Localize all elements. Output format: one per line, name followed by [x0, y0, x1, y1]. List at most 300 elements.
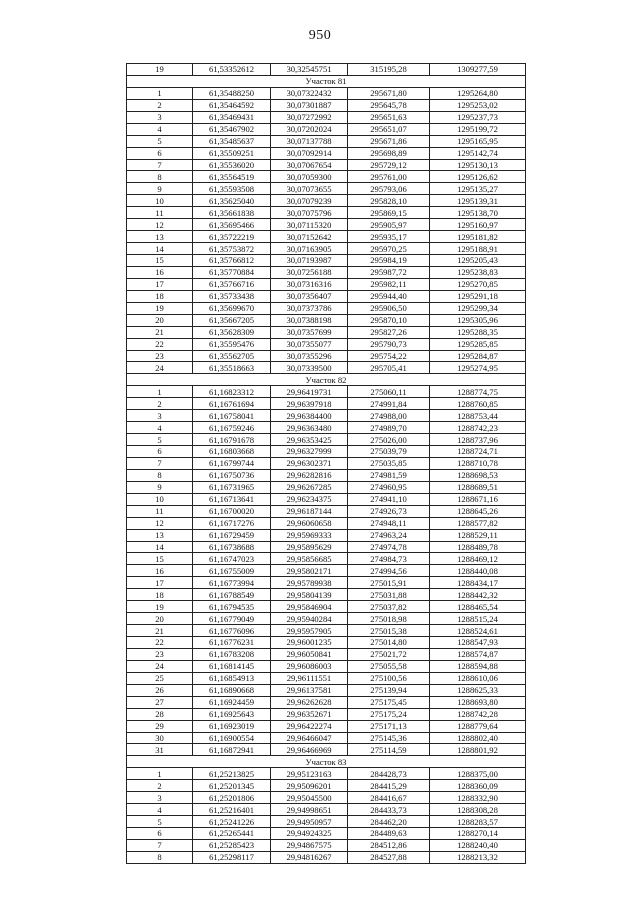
y-coordinate-cell: 1295199,72 [430, 123, 526, 135]
x-coordinate-cell: 275015,91 [348, 577, 430, 589]
x-coordinate-cell: 274974,78 [348, 541, 430, 553]
longitude-cell: 29,95802171 [271, 565, 348, 577]
y-coordinate-cell: 1295238,83 [430, 266, 526, 278]
x-coordinate-cell: 295793,06 [348, 183, 430, 195]
point-number-cell: 9 [127, 183, 193, 195]
x-coordinate-cell: 295984,19 [348, 255, 430, 267]
latitude-cell: 61,35467902 [193, 123, 271, 135]
latitude-cell: 61,35536020 [193, 159, 271, 171]
latitude-cell: 61,16717276 [193, 517, 271, 529]
point-number-cell: 20 [127, 613, 193, 625]
point-number-cell: 14 [127, 243, 193, 255]
y-coordinate-cell: 1288434,17 [430, 577, 526, 589]
point-number-cell: 11 [127, 505, 193, 517]
y-coordinate-cell: 1288515,24 [430, 613, 526, 625]
longitude-cell: 30,07388198 [271, 314, 348, 326]
longitude-cell: 29,95856685 [271, 553, 348, 565]
x-coordinate-cell: 295869,15 [348, 207, 430, 219]
table-row [127, 648, 526, 660]
x-coordinate-cell: 295790,73 [348, 338, 430, 350]
table-row [127, 469, 526, 481]
y-coordinate-cell: 1295274,95 [430, 362, 526, 374]
point-number-cell: 23 [127, 648, 193, 660]
point-number-cell: 2 [127, 99, 193, 111]
table-row [127, 87, 526, 99]
x-coordinate-cell: 295729,12 [348, 159, 430, 171]
table-row [127, 326, 526, 338]
y-coordinate-cell: 1295253,02 [430, 99, 526, 111]
point-number-cell: 26 [127, 684, 193, 696]
table-row [127, 804, 526, 816]
y-coordinate-cell: 1288213,32 [430, 851, 526, 863]
longitude-cell: 30,07339500 [271, 362, 348, 374]
longitude-cell: 30,07202024 [271, 123, 348, 135]
table-row [127, 457, 526, 469]
point-number-cell: 4 [127, 804, 193, 816]
table-row [127, 601, 526, 613]
latitude-cell: 61,16758041 [193, 410, 271, 422]
x-coordinate-cell: 275015,38 [348, 625, 430, 637]
latitude-cell: 61,16788549 [193, 589, 271, 601]
table-row [127, 684, 526, 696]
point-number-cell: 13 [127, 529, 193, 541]
y-coordinate-cell: 1288594,88 [430, 660, 526, 672]
longitude-cell: 29,95895629 [271, 541, 348, 553]
point-number-cell: 8 [127, 469, 193, 481]
y-coordinate-cell: 1295188,91 [430, 243, 526, 255]
point-number-cell: 15 [127, 553, 193, 565]
table-row [127, 386, 526, 398]
table-row [127, 780, 526, 792]
table-row [127, 266, 526, 278]
point-number-cell: 24 [127, 660, 193, 672]
x-coordinate-cell: 284527,88 [348, 851, 430, 863]
x-coordinate-cell: 274948,11 [348, 517, 430, 529]
longitude-cell: 30,07115320 [271, 219, 348, 231]
longitude-cell: 29,96267285 [271, 481, 348, 493]
latitude-cell: 61,16755009 [193, 565, 271, 577]
y-coordinate-cell: 1295142,74 [430, 147, 526, 159]
section-title: Участок 83 [127, 756, 526, 768]
latitude-cell: 61,35753872 [193, 243, 271, 255]
latitude-cell: 61,16713641 [193, 493, 271, 505]
table-row [127, 792, 526, 804]
latitude-cell: 61,25265441 [193, 828, 271, 840]
x-coordinate-cell: 274960,95 [348, 481, 430, 493]
y-coordinate-cell: 1288332,90 [430, 792, 526, 804]
y-coordinate-cell: 1295139,31 [430, 195, 526, 207]
longitude-cell: 29,96422274 [271, 720, 348, 732]
point-number-cell: 17 [127, 278, 193, 290]
latitude-cell: 61,16700020 [193, 505, 271, 517]
latitude-cell: 61,16779049 [193, 613, 271, 625]
x-coordinate-cell: 275014,80 [348, 637, 430, 649]
y-coordinate-cell: 1288442,32 [430, 589, 526, 601]
x-coordinate-cell: 284415,29 [348, 780, 430, 792]
y-coordinate-cell: 1295205,43 [430, 255, 526, 267]
longitude-cell: 30,07059300 [271, 171, 348, 183]
point-number-cell: 28 [127, 708, 193, 720]
longitude-cell: 30,07356407 [271, 290, 348, 302]
latitude-cell: 61,25201806 [193, 792, 271, 804]
y-coordinate-cell: 1288375,00 [430, 768, 526, 780]
x-coordinate-cell: 295698,89 [348, 147, 430, 159]
longitude-cell: 29,95123163 [271, 768, 348, 780]
latitude-cell: 61,16783208 [193, 648, 271, 660]
latitude-cell: 61,25285423 [193, 839, 271, 851]
table-row [127, 219, 526, 231]
x-coordinate-cell: 284462,20 [348, 816, 430, 828]
y-coordinate-cell: 1295305,96 [430, 314, 526, 326]
latitude-cell: 61,35733438 [193, 290, 271, 302]
latitude-cell: 61,35593508 [193, 183, 271, 195]
point-number-cell: 27 [127, 696, 193, 708]
x-coordinate-cell: 275171,13 [348, 720, 430, 732]
table-row [127, 553, 526, 565]
latitude-cell: 61,35509251 [193, 147, 271, 159]
x-coordinate-cell: 295761,00 [348, 171, 430, 183]
table-row [127, 302, 526, 314]
x-coordinate-cell: 275037,82 [348, 601, 430, 613]
table-row [127, 255, 526, 267]
latitude-cell: 61,16791678 [193, 434, 271, 446]
y-coordinate-cell: 1288724,71 [430, 446, 526, 458]
point-number-cell: 2 [127, 398, 193, 410]
latitude-cell: 61,25201345 [193, 780, 271, 792]
latitude-cell: 61,16776096 [193, 625, 271, 637]
table-row [127, 839, 526, 851]
x-coordinate-cell: 284489,63 [348, 828, 430, 840]
latitude-cell: 61,35667205 [193, 314, 271, 326]
table-row [127, 135, 526, 147]
point-number-cell: 16 [127, 565, 193, 577]
point-number-cell: 23 [127, 350, 193, 362]
longitude-cell: 30,07355077 [271, 338, 348, 350]
longitude-cell: 29,95846904 [271, 601, 348, 613]
section-header-row [127, 756, 526, 768]
x-coordinate-cell: 284512,86 [348, 839, 430, 851]
longitude-cell: 30,07193987 [271, 255, 348, 267]
latitude-cell: 61,16731965 [193, 481, 271, 493]
x-coordinate-cell: 295645,78 [348, 99, 430, 111]
table-row [127, 613, 526, 625]
latitude-cell: 61,16794535 [193, 601, 271, 613]
latitude-cell: 61,25298117 [193, 851, 271, 863]
point-number-cell: 1 [127, 386, 193, 398]
y-coordinate-cell: 1295165,95 [430, 135, 526, 147]
y-coordinate-cell: 1295126,62 [430, 171, 526, 183]
y-coordinate-cell: 1288360,09 [430, 780, 526, 792]
latitude-cell: 61,16747023 [193, 553, 271, 565]
longitude-cell: 29,96262628 [271, 696, 348, 708]
latitude-cell: 61,16900554 [193, 732, 271, 744]
y-coordinate-cell: 1295135,27 [430, 183, 526, 195]
longitude-cell: 29,96353425 [271, 434, 348, 446]
y-coordinate-cell: 1288698,53 [430, 469, 526, 481]
longitude-cell: 30,07073655 [271, 183, 348, 195]
y-coordinate-cell: 1288440,08 [430, 565, 526, 577]
latitude-cell: 61,35488250 [193, 87, 271, 99]
y-coordinate-cell: 1295291,18 [430, 290, 526, 302]
point-number-cell: 6 [127, 828, 193, 840]
longitude-cell: 29,96050841 [271, 648, 348, 660]
table-row [127, 577, 526, 589]
table-row [127, 434, 526, 446]
coordinates-table [126, 63, 526, 864]
latitude-cell: 61,16890668 [193, 684, 271, 696]
table-row [127, 422, 526, 434]
point-number-cell: 9 [127, 481, 193, 493]
section-title: Участок 82 [127, 374, 526, 386]
longitude-cell: 29,95969333 [271, 529, 348, 541]
latitude-cell: 61,16750736 [193, 469, 271, 481]
x-coordinate-cell: 295935,17 [348, 231, 430, 243]
x-coordinate-cell: 295905,97 [348, 219, 430, 231]
longitude-cell: 29,96466969 [271, 744, 348, 756]
longitude-cell: 30,07272992 [271, 111, 348, 123]
x-coordinate-cell: 295970,25 [348, 243, 430, 255]
latitude-cell: 61,16729459 [193, 529, 271, 541]
table-row [127, 147, 526, 159]
x-coordinate-cell: 275139,94 [348, 684, 430, 696]
longitude-cell: 30,07137788 [271, 135, 348, 147]
point-number-cell: 7 [127, 839, 193, 851]
latitude-cell: 61,16759246 [193, 422, 271, 434]
latitude-cell: 61,35469431 [193, 111, 271, 123]
y-coordinate-cell: 1288693,80 [430, 696, 526, 708]
point-number-cell: 22 [127, 338, 193, 350]
x-coordinate-cell: 274963,24 [348, 529, 430, 541]
point-number-cell: 5 [127, 135, 193, 147]
y-coordinate-cell: 1288737,96 [430, 434, 526, 446]
latitude-cell: 61,35464592 [193, 99, 271, 111]
latitude-cell: 61,16872941 [193, 744, 271, 756]
table-row [127, 99, 526, 111]
longitude-cell: 29,96384400 [271, 410, 348, 422]
latitude-cell: 61,16799744 [193, 457, 271, 469]
y-coordinate-cell: 1295288,35 [430, 326, 526, 338]
point-number-cell: 10 [127, 493, 193, 505]
longitude-cell: 29,96363480 [271, 422, 348, 434]
x-coordinate-cell: 275100,56 [348, 672, 430, 684]
y-coordinate-cell: 1288489,78 [430, 541, 526, 553]
table-row [127, 207, 526, 219]
point-number-cell: 3 [127, 410, 193, 422]
y-coordinate-cell: 1295138,70 [430, 207, 526, 219]
table-row [127, 708, 526, 720]
y-coordinate-cell: 1288671,16 [430, 493, 526, 505]
x-coordinate-cell: 295987,72 [348, 266, 430, 278]
y-coordinate-cell: 1288529,11 [430, 529, 526, 541]
longitude-cell: 29,95096201 [271, 780, 348, 792]
longitude-cell: 30,07092914 [271, 147, 348, 159]
section-header-row [127, 374, 526, 386]
longitude-cell: 30,32545751 [271, 64, 348, 76]
latitude-cell: 61,35766812 [193, 255, 271, 267]
point-number-cell: 6 [127, 446, 193, 458]
longitude-cell: 30,07373786 [271, 302, 348, 314]
point-number-cell: 8 [127, 851, 193, 863]
latitude-cell: 61,35699670 [193, 302, 271, 314]
x-coordinate-cell: 274989,70 [348, 422, 430, 434]
latitude-cell: 61,16823312 [193, 386, 271, 398]
x-coordinate-cell: 274926,73 [348, 505, 430, 517]
table-row [127, 410, 526, 422]
table-row [127, 660, 526, 672]
point-number-cell: 31 [127, 744, 193, 756]
point-number-cell: 18 [127, 290, 193, 302]
longitude-cell: 29,95789938 [271, 577, 348, 589]
longitude-cell: 29,96234375 [271, 493, 348, 505]
y-coordinate-cell: 1288308,28 [430, 804, 526, 816]
x-coordinate-cell: 274991,84 [348, 398, 430, 410]
point-number-cell: 29 [127, 720, 193, 732]
point-number-cell: 22 [127, 637, 193, 649]
table-row [127, 278, 526, 290]
point-number-cell: 19 [127, 601, 193, 613]
y-coordinate-cell: 1288465,54 [430, 601, 526, 613]
table-row [127, 505, 526, 517]
point-number-cell: 16 [127, 266, 193, 278]
y-coordinate-cell: 1288645,26 [430, 505, 526, 517]
point-number-cell: 21 [127, 625, 193, 637]
point-number-cell: 19 [127, 302, 193, 314]
point-number-cell: 5 [127, 434, 193, 446]
longitude-cell: 29,95804139 [271, 589, 348, 601]
longitude-cell: 29,96302371 [271, 457, 348, 469]
x-coordinate-cell: 274988,00 [348, 410, 430, 422]
longitude-cell: 30,07163905 [271, 243, 348, 255]
point-number-cell: 3 [127, 111, 193, 123]
longitude-cell: 29,96397918 [271, 398, 348, 410]
x-coordinate-cell: 275114,59 [348, 744, 430, 756]
point-number-cell: 1 [127, 87, 193, 99]
x-coordinate-cell: 275035,85 [348, 457, 430, 469]
latitude-cell: 61,35625040 [193, 195, 271, 207]
table-row [127, 231, 526, 243]
y-coordinate-cell: 1295270,85 [430, 278, 526, 290]
x-coordinate-cell: 275031,88 [348, 589, 430, 601]
x-coordinate-cell: 284416,67 [348, 792, 430, 804]
y-coordinate-cell: 1288283,57 [430, 816, 526, 828]
latitude-cell: 61,35766716 [193, 278, 271, 290]
latitude-cell: 61,16776231 [193, 637, 271, 649]
table-row [127, 816, 526, 828]
longitude-cell: 30,07316316 [271, 278, 348, 290]
y-coordinate-cell: 1295284,87 [430, 350, 526, 362]
x-coordinate-cell: 295754,22 [348, 350, 430, 362]
latitude-cell: 61,35770884 [193, 266, 271, 278]
x-coordinate-cell: 295944,40 [348, 290, 430, 302]
latitude-cell: 61,35722219 [193, 231, 271, 243]
y-coordinate-cell: 1288689,51 [430, 481, 526, 493]
y-coordinate-cell: 1288774,75 [430, 386, 526, 398]
table-row [127, 171, 526, 183]
longitude-cell: 29,96086003 [271, 660, 348, 672]
latitude-cell: 61,16738688 [193, 541, 271, 553]
latitude-cell: 61,25213825 [193, 768, 271, 780]
y-coordinate-cell: 1288710,78 [430, 457, 526, 469]
point-number-cell: 25 [127, 672, 193, 684]
y-coordinate-cell: 1288625,33 [430, 684, 526, 696]
longitude-cell: 29,96137581 [271, 684, 348, 696]
longitude-cell: 29,96111551 [271, 672, 348, 684]
table-row [127, 517, 526, 529]
table-row [127, 111, 526, 123]
y-coordinate-cell: 1288469,12 [430, 553, 526, 565]
y-coordinate-cell: 1288577,82 [430, 517, 526, 529]
table-row [127, 195, 526, 207]
page-number: 950 [308, 28, 332, 43]
point-number-cell: 19 [127, 64, 193, 76]
table-row [127, 493, 526, 505]
y-coordinate-cell: 1288779,64 [430, 720, 526, 732]
x-coordinate-cell: 275018,98 [348, 613, 430, 625]
table-row [127, 350, 526, 362]
y-coordinate-cell: 1288802,40 [430, 732, 526, 744]
latitude-cell: 61,16803668 [193, 446, 271, 458]
x-coordinate-cell: 295906,50 [348, 302, 430, 314]
longitude-cell: 30,07355296 [271, 350, 348, 362]
table-row [127, 565, 526, 577]
longitude-cell: 30,07079239 [271, 195, 348, 207]
longitude-cell: 29,96001235 [271, 637, 348, 649]
x-coordinate-cell: 295671,80 [348, 87, 430, 99]
longitude-cell: 29,96419731 [271, 386, 348, 398]
x-coordinate-cell: 274994,56 [348, 565, 430, 577]
x-coordinate-cell: 275060,11 [348, 386, 430, 398]
latitude-cell: 61,16761694 [193, 398, 271, 410]
table-row [127, 696, 526, 708]
x-coordinate-cell: 274984,73 [348, 553, 430, 565]
latitude-cell: 61,35661838 [193, 207, 271, 219]
point-number-cell: 11 [127, 207, 193, 219]
point-number-cell: 2 [127, 780, 193, 792]
point-number-cell: 24 [127, 362, 193, 374]
y-coordinate-cell: 1288547,93 [430, 637, 526, 649]
table-row [127, 290, 526, 302]
y-coordinate-cell: 1295181,82 [430, 231, 526, 243]
x-coordinate-cell: 295651,63 [348, 111, 430, 123]
y-coordinate-cell: 1288742,23 [430, 422, 526, 434]
longitude-cell: 29,94998651 [271, 804, 348, 816]
table-row [127, 338, 526, 350]
x-coordinate-cell: 275145,36 [348, 732, 430, 744]
x-coordinate-cell: 295651,07 [348, 123, 430, 135]
point-number-cell: 14 [127, 541, 193, 553]
y-coordinate-cell: 1288574,87 [430, 648, 526, 660]
latitude-cell: 61,16854913 [193, 672, 271, 684]
latitude-cell: 61,16924459 [193, 696, 271, 708]
x-coordinate-cell: 295828,10 [348, 195, 430, 207]
y-coordinate-cell: 1288524,61 [430, 625, 526, 637]
table-row [127, 672, 526, 684]
latitude-cell: 61,53352612 [193, 64, 271, 76]
table-row [127, 314, 526, 326]
point-number-cell: 8 [127, 171, 193, 183]
table-row [127, 398, 526, 410]
x-coordinate-cell: 275175,24 [348, 708, 430, 720]
y-coordinate-cell: 1295237,73 [430, 111, 526, 123]
point-number-cell: 30 [127, 732, 193, 744]
latitude-cell: 61,35564519 [193, 171, 271, 183]
longitude-cell: 29,95940284 [271, 613, 348, 625]
longitude-cell: 29,96060658 [271, 517, 348, 529]
longitude-cell: 29,94924325 [271, 828, 348, 840]
longitude-cell: 30,07357699 [271, 326, 348, 338]
table-row [127, 159, 526, 171]
table-row [127, 362, 526, 374]
